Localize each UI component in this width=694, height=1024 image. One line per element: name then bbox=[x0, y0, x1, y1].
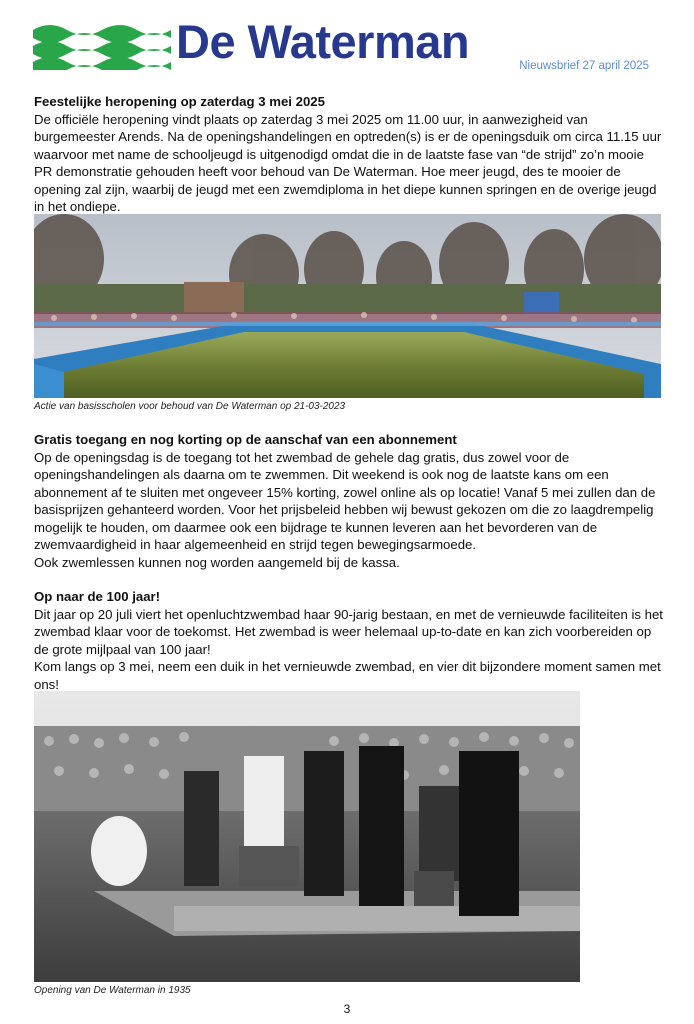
photo-pool-2023 bbox=[34, 214, 661, 398]
photo-caption: Opening van De Waterman in 1935 bbox=[34, 985, 191, 996]
section-paragraph: Ook zwemlessen kunnen nog worden aangemeld bij de kassa. bbox=[34, 554, 400, 570]
section-heading: Gratis toegang en nog korting op de aanschaf van een abonnement bbox=[34, 432, 457, 447]
section-paragraph: Dit jaar op 20 juli viert het openluchtzwembad haar 90-jarig bestaan, en met de vernieuwde faciliteiten is het zwembad klaar voor de toekomst. Het zwembad is weer helemaal up-to-date en kan zich voorbereiden op de grote mijlpaal van 100 jaar! bbox=[34, 606, 663, 657]
section-heading: Op naar de 100 jaar! bbox=[34, 589, 161, 604]
pool-photo-illustration bbox=[34, 214, 661, 398]
section-reopening bbox=[34, 93, 664, 216]
section-100-years bbox=[34, 588, 664, 693]
historic-photo-illustration bbox=[34, 691, 580, 982]
section-free-entry bbox=[34, 431, 664, 571]
brand-title: De Waterman bbox=[176, 15, 470, 68]
waves-logo-icon bbox=[33, 20, 171, 70]
newsletter-header bbox=[33, 14, 663, 80]
section-heading: Feestelijke heropening op zaterdag 3 mei 2025 bbox=[34, 94, 325, 109]
section-paragraph: Kom langs op 3 mei, neem een duik in het vernieuwde zwembad, en vier dit bijzondere moment samen met ons! bbox=[34, 659, 661, 692]
section-paragraph: De officiële heropening vindt plaats op zaterdag 3 mei 2025 om 11.00 uur, in aanwezigheid van burgemeester Arends. Na de openingshandelingen en optreden(s) is er de openingsduik om circa 11.15 uur waarvoor met name de schooljeugd is uitgenodigd omdat die in de laatste fase van “de strijd” zo’n mooie PR demonstratie gehouden heeft voor behoud van De Waterman. Hoe meer jeugd, des te mooier de opening zal zijn, waarbij de jeugd met een zwemdiploma in het diepe kunnen springen en de overige jeugd in het ondiepe. bbox=[34, 111, 662, 214]
photo-opening-1935 bbox=[34, 691, 580, 982]
page-number: 3 bbox=[343, 1002, 351, 1016]
photo-caption: Actie van basisscholen voor behoud van De Waterman op 21-03-2023 bbox=[34, 401, 346, 412]
newsletter-date: Nieuwsbrief 27 april 2025 bbox=[519, 60, 649, 72]
section-paragraph: Op de openingsdag is de toegang tot het zwembad de gehele dag gratis, dus zowel voor de openingshandelingen als daarna om te zwemmen. Dit weekend is ook nog de laatste kans om een abonnement af te sluiten met ongeveer 15% korting, zowel online als op locatie! Vanaf 5 mei zullen dan de basisprijzen gehanteerd worden. Voor het prijsbeleid hebben wij bewust gekozen om die zo laagdrempelig mogelijk te houden, om daarmee ook een bijdrage te kunnen leveren aan het bevorderen van de zwemvaardigheid in haar algemeenheid en strijd tegen bewegingsarmoede. bbox=[34, 449, 656, 552]
